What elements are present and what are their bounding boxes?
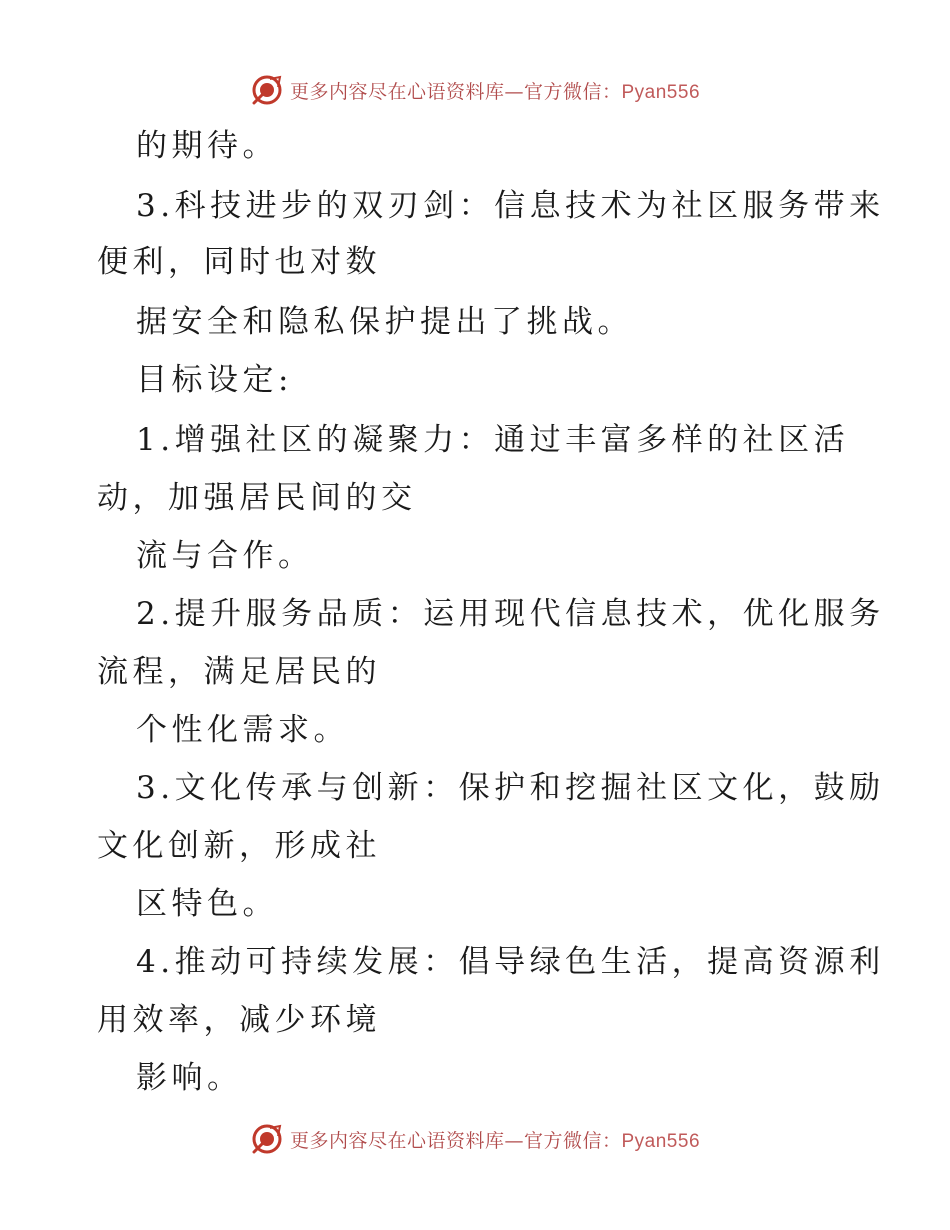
header-banner-text: 更多内容尽在心语资料库—官方微信：Pyan556 [289, 80, 701, 103]
body-line: 3.科技进步的双刃剑：信息技术为社区服务带来 [136, 188, 885, 224]
body-line: 据安全和隐私保护提出了挑战。 [136, 304, 633, 340]
red-circle-pen-logo-icon [250, 1122, 284, 1156]
body-line: 4.推动可持续发展：倡导绿色生活，提高资源利 [136, 944, 885, 980]
header-wechat-id: Pyan556 [621, 81, 701, 103]
footer-banner-text: 更多内容尽在心语资料库—官方微信：Pyan556 [289, 1129, 701, 1152]
body-line: 流与合作。 [136, 538, 314, 574]
body-line: 2.提升服务品质：运用现代信息技术，优化服务 [136, 596, 885, 632]
body-line: 影响。 [136, 1060, 243, 1096]
body-line: 目标设定: [136, 362, 293, 398]
body-line: 文化创新，形成社 [97, 828, 381, 864]
body-line: 个性化需求。 [136, 712, 349, 748]
body-line: 用效率，减少环境 [97, 1002, 381, 1038]
body-line: 区特色。 [136, 886, 278, 922]
body-line: 动，加强居民间的交 [97, 480, 417, 516]
body-line: 的期待。 [136, 128, 278, 164]
body-line: 3.文化传承与创新：保护和挖掘社区文化，鼓励 [136, 770, 885, 806]
body-line: 流程，满足居民的 [97, 654, 381, 690]
footer-wechat-id: Pyan556 [621, 1130, 701, 1152]
footer-banner [0, 1119, 950, 1159]
header-banner [0, 70, 950, 110]
body-line: 1.增强社区的凝聚力：通过丰富多样的社区活 [136, 422, 850, 458]
red-circle-pen-logo-icon [250, 73, 284, 107]
body-line: 便利，同时也对数 [97, 244, 381, 280]
